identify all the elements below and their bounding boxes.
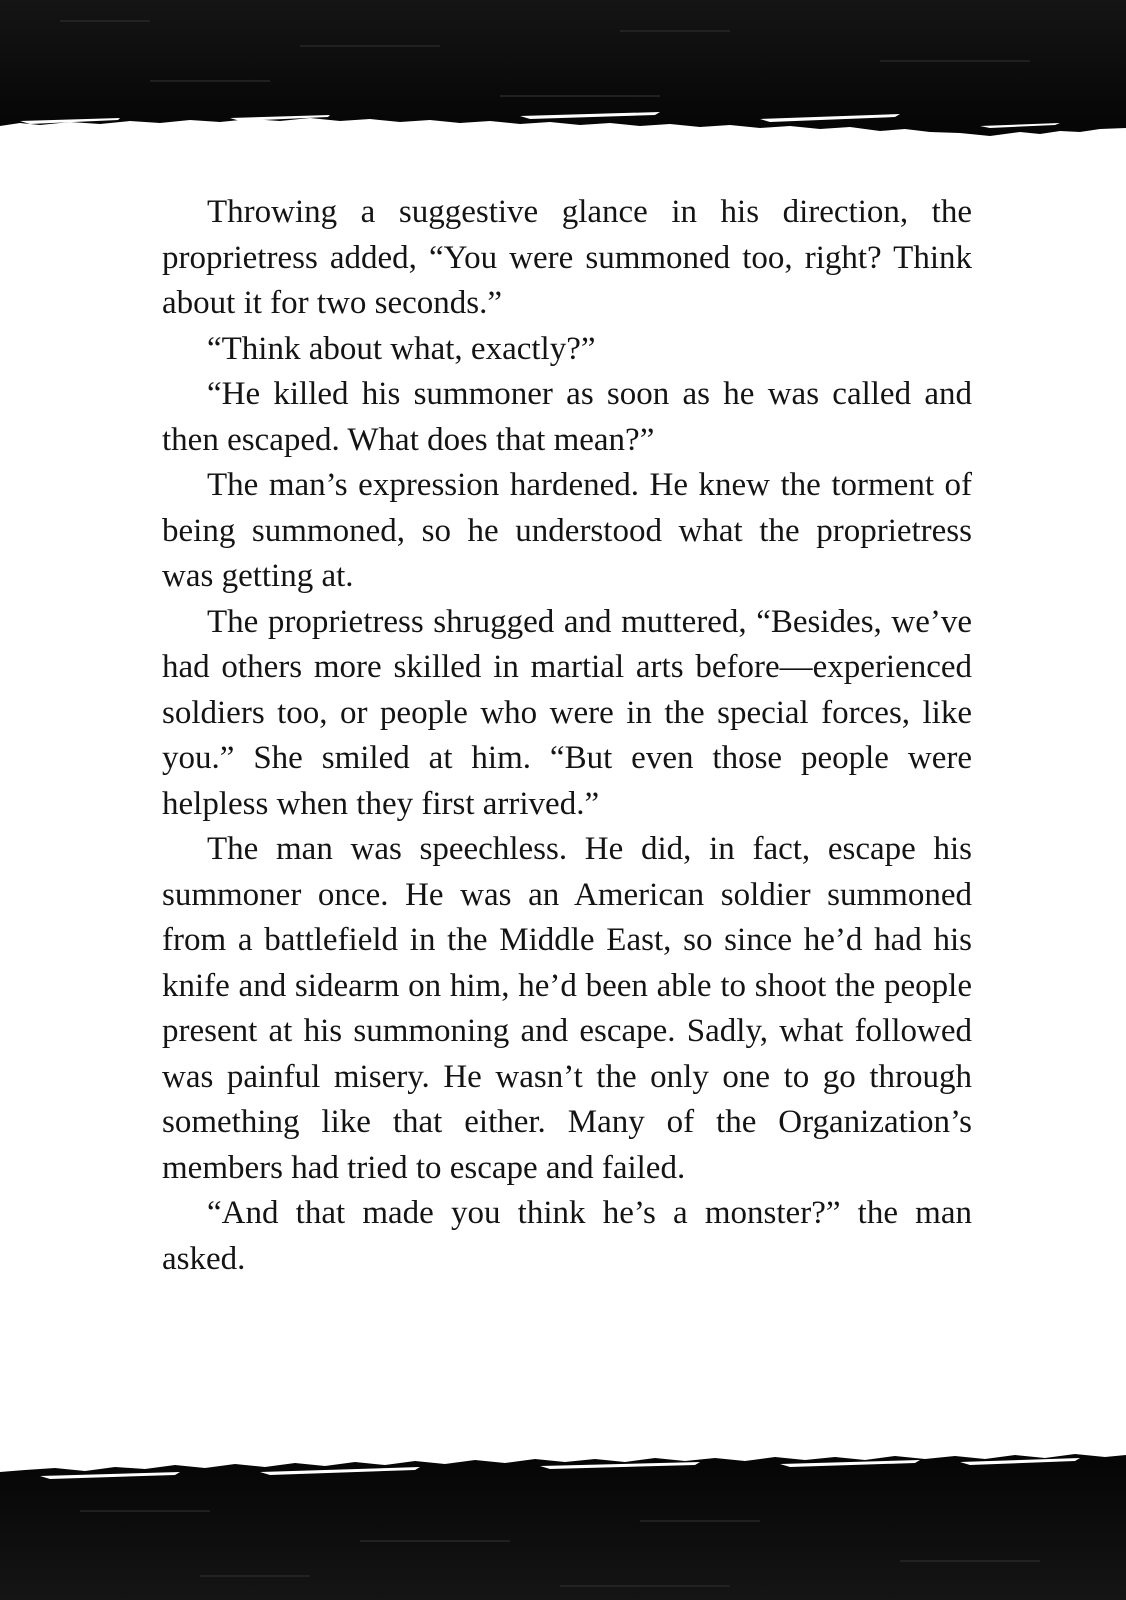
bottom-grunge-border [0, 1450, 1126, 1600]
top-border-art [0, 0, 1126, 150]
bottom-border-art [0, 1450, 1126, 1600]
paragraph: The proprietress shrugged and muttered, “Besides, we’ve had others more skilled in martial arts before—experienced soldiers too, or people who were in the special forces, like you.” She smiled at him. “But even those people were helpless when they first arrived.” [162, 603, 972, 822]
paragraph: The man’s expression hardened. He knew the torment of being summoned, so he understood what the proprietress was getting at. [162, 467, 972, 594]
paragraph: “Think about what, exactly?” [207, 330, 596, 367]
body-text [162, 190, 972, 1282]
paragraph: “He killed his summoner as soon as he was called and then escaped. What does that mean?” [162, 376, 972, 458]
paragraph: Throwing a suggestive glance in his direction, the proprietress added, “You were summoned too, right? Think about it for two seconds.” [162, 194, 972, 321]
top-grunge-border [0, 0, 1126, 150]
paragraph: “And that made you think he’s a monster?” the man asked. [162, 1195, 972, 1277]
paragraph: The man was speechless. He did, in fact, escape his summoner once. He was an American soldier summoned from a battlefield in the Middle East, so since he’d had his knife and sidearm on him, he’d been able to shoot the people present at his summoning and escape. Sadly, what followed was painful misery. He wasn’t the only one to go through something like that either. Many of the Organization’s members had tried to escape and failed. [162, 831, 972, 1186]
